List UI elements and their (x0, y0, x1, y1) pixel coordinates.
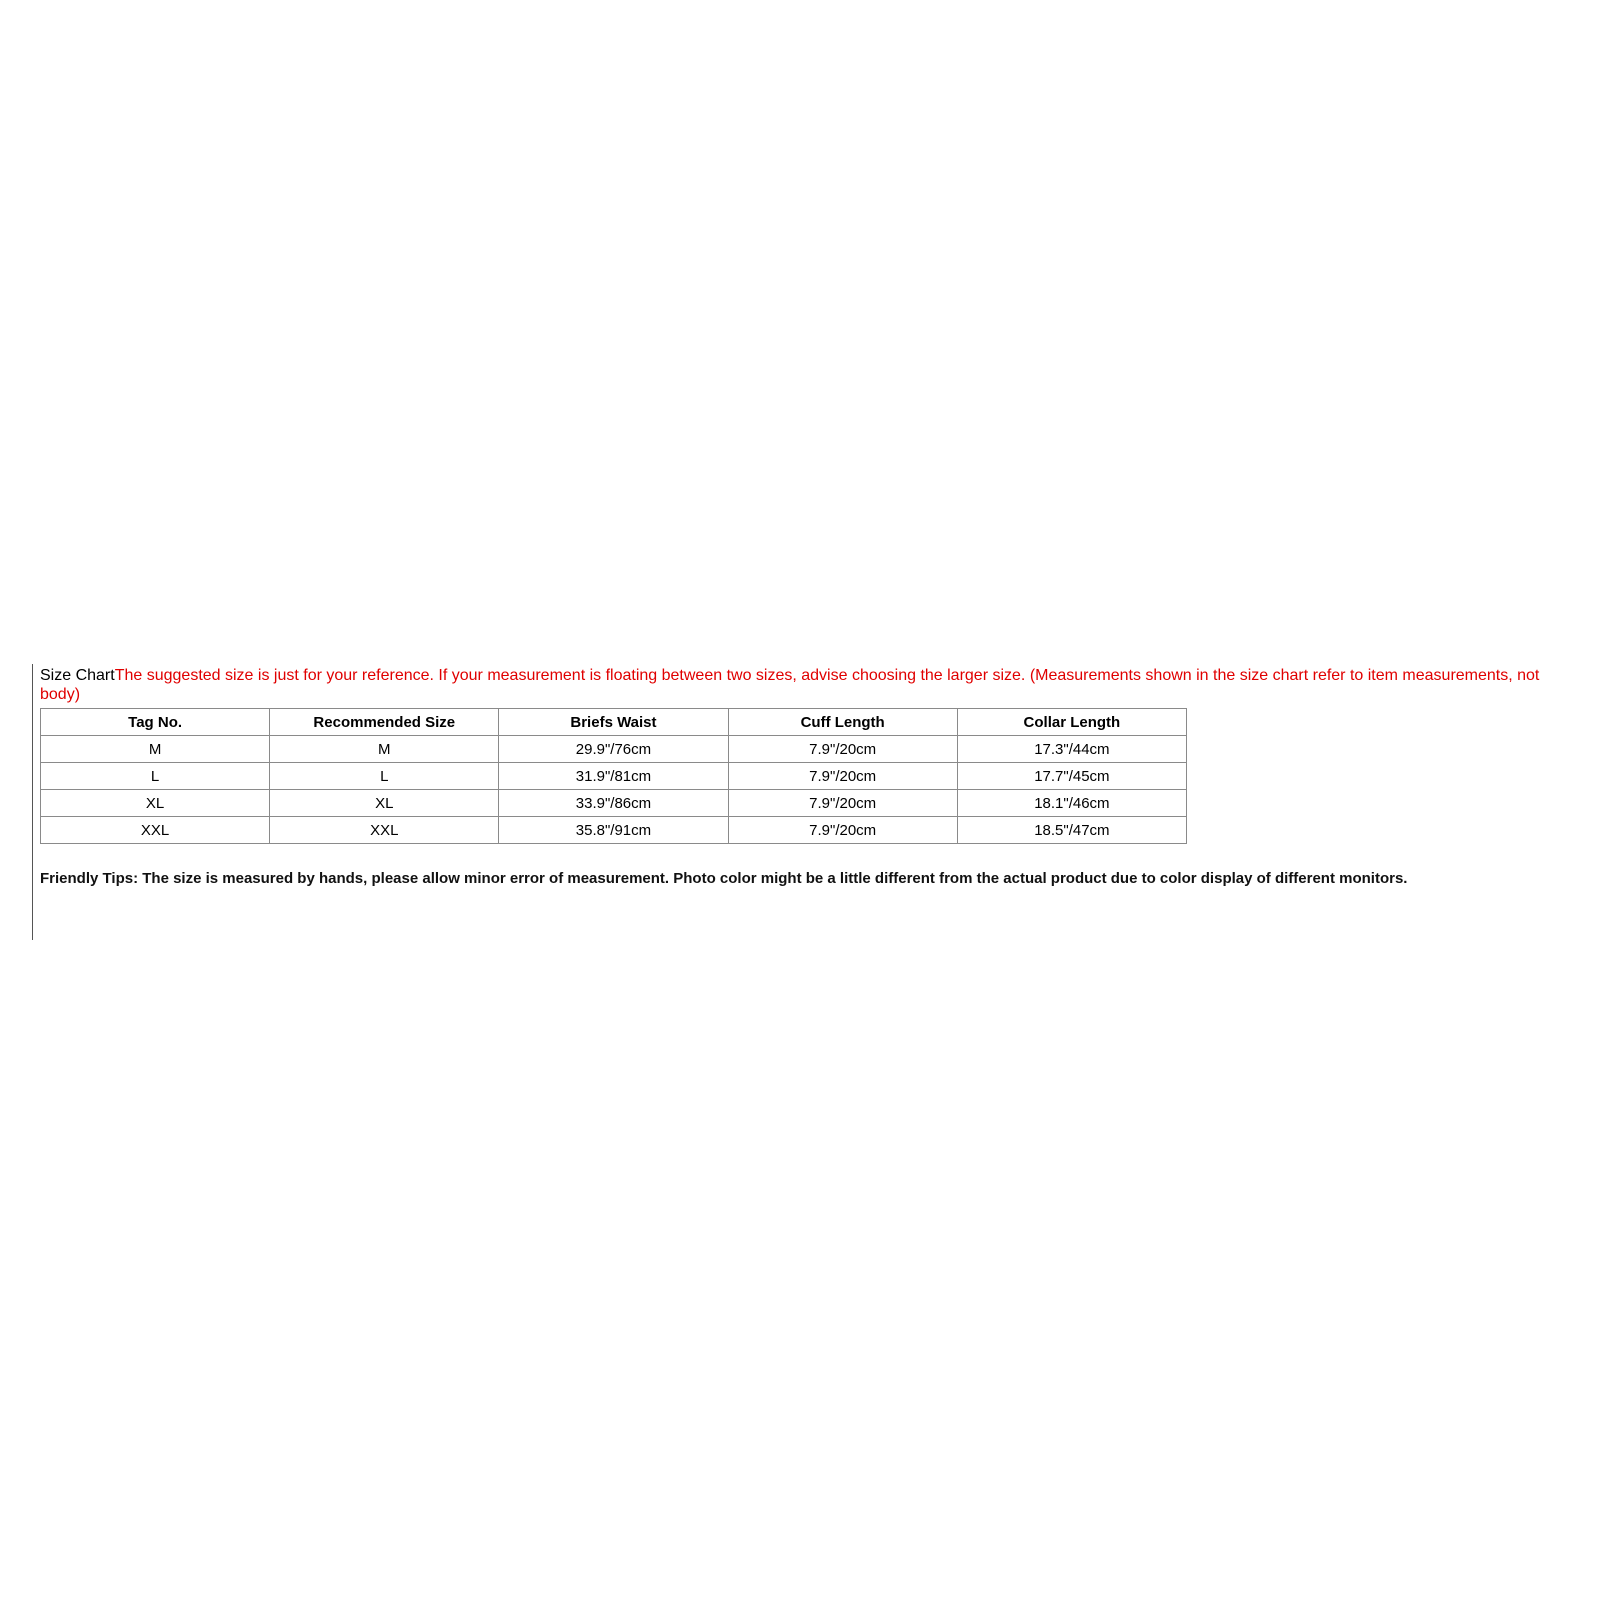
table-row (41, 736, 1187, 763)
table-cell: M (270, 736, 499, 763)
column-header-collar-length: Collar Length (957, 709, 1186, 736)
table-row (41, 763, 1187, 790)
column-header-briefs-waist: Briefs Waist (499, 709, 728, 736)
table-cell: 33.9"/86cm (499, 790, 728, 817)
table-cell: 18.5"/47cm (957, 817, 1186, 844)
left-border-line (32, 664, 33, 940)
size-chart-heading (40, 666, 1570, 704)
size-chart-note: The suggested size is just for your reference. If your measurement is floating between two sizes, advise choosing the larger size. (Measurements shown in the size chart refer to item measurements, not body) (40, 667, 1540, 703)
table-cell: L (41, 763, 270, 790)
table-cell: 7.9"/20cm (728, 736, 957, 763)
friendly-tips: Friendly Tips: The size is measured by hands, please allow minor error of measurement. Photo color might be a little different from the actual product due to color display of different monitors. (40, 870, 1408, 887)
table-cell: 17.7"/45cm (957, 763, 1186, 790)
table-cell: XL (41, 790, 270, 817)
size-table (40, 708, 1187, 844)
table-cell: 7.9"/20cm (728, 790, 957, 817)
table-header-row (41, 709, 1187, 736)
size-chart-section (40, 666, 1570, 887)
table-row (41, 817, 1187, 844)
table-cell: XXL (270, 817, 499, 844)
table-cell: 18.1"/46cm (957, 790, 1186, 817)
table-cell: 7.9"/20cm (728, 817, 957, 844)
size-chart-title: Size Chart (40, 667, 115, 684)
column-header-tag-no: Tag No. (41, 709, 270, 736)
table-cell: XXL (41, 817, 270, 844)
column-header-recommended-size: Recommended Size (270, 709, 499, 736)
table-cell: L (270, 763, 499, 790)
table-cell: 7.9"/20cm (728, 763, 957, 790)
table-cell: 35.8"/91cm (499, 817, 728, 844)
table-cell: 17.3"/44cm (957, 736, 1186, 763)
table-row (41, 790, 1187, 817)
table-cell: M (41, 736, 270, 763)
table-cell: XL (270, 790, 499, 817)
column-header-cuff-length: Cuff Length (728, 709, 957, 736)
table-cell: 31.9"/81cm (499, 763, 728, 790)
table-cell: 29.9"/76cm (499, 736, 728, 763)
